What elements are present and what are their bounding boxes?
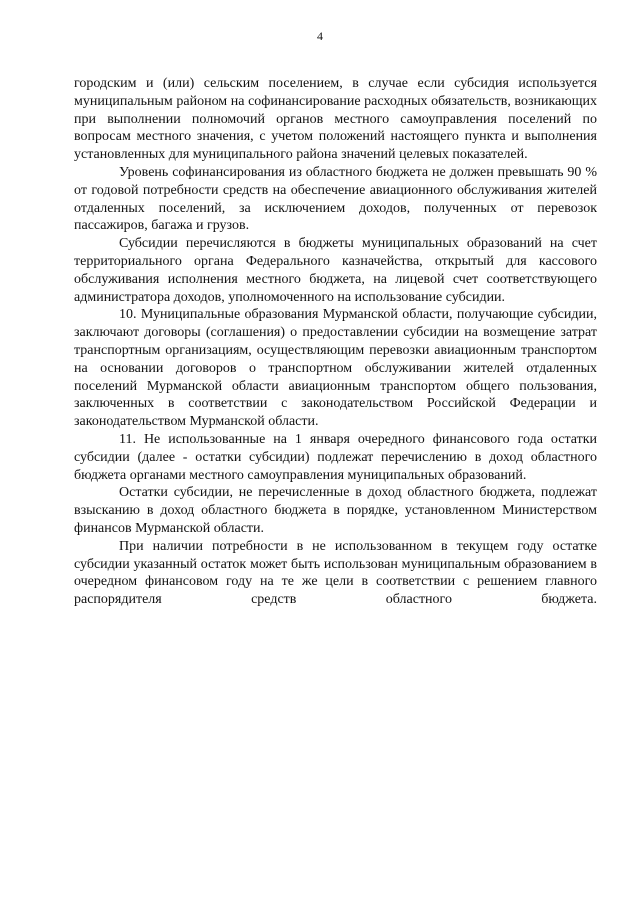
paragraph-item-11: 11. Не использованные на 1 января очередного финансового года остатки субсидии (далее - остатки субсидии) подлежат перечислению в доход областного бюджета органами местного самоуправления муниципальных образований.: [74, 431, 597, 483]
document-body: [74, 75, 597, 609]
paragraph-cofinancing-level: Уровень софинансирования из областного бюджета не должен превышать 90 % от годовой потребности средств на обеспечение авиационного обслуживания жителей отдаленных поселений, за исключением доходов, полученных от перевозок пассажиров, багажа и грузов.: [74, 164, 597, 234]
paragraph-item-10: 10. Муниципальные образования Мурманской области, получающие субсидии, заключают договоры (соглашения) о предоставлении субсидии на возмещение затрат транспортным организациям, осуществляющим перевозки авиационным транспортом на основании договоров о транспортном обслуживании жителей отдаленных поселений Мурманской области авиационным транспортом общего пользования, заключенных в соответствии с законодательством Российской Федерации и законодательством Мурманской области.: [74, 307, 597, 430]
paragraph-subsidy-transfer: Субсидии перечисляются в бюджеты муниципальных образований на счет территориального органа Федерального казначейства, открытый для кассового обслуживания исполнения местного бюджета, на лицевой счет соответствующего администратора доходов, уполномоченного на использование субсидии.: [74, 236, 597, 305]
page-number: 4: [317, 29, 323, 43]
paragraph-remainder-recovery: Остатки субсидии, не перечисленные в доход областного бюджета, подлежат взысканию в доход областного бюджета в порядке, установленном Министерством финансов Мурманской области.: [74, 485, 597, 536]
paragraph-continuation: городским и (или) сельским поселением, в случае если субсидия используется муниципальным районом на софинансирование расходных обязательств, возникающих при выполнении полномочий органов местного самоуправления поселений по вопросам местного значения, с учетом положений настоящего пункта и выполнения установленных для муниципального района значений целевых показателей.: [74, 76, 597, 163]
paragraph-remainder-usage: При наличии потребности в не использованном в текущем году остатке субсидии указанный остаток может быть использован муниципальным образованием в очередном финансовом году на те же цели в соответствии с решением главного распорядителя средств областного бюджета.: [74, 538, 597, 608]
